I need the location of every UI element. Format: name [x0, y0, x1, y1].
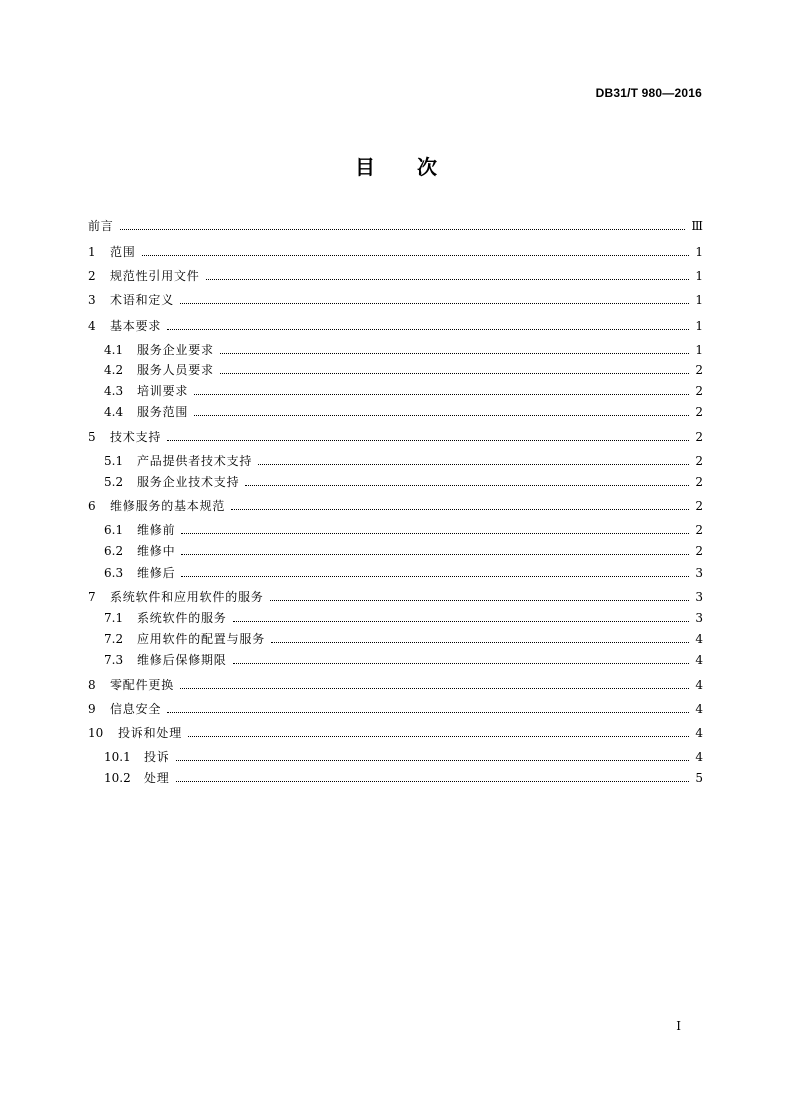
toc-entry-page: 2	[695, 430, 703, 444]
page-title	[0, 151, 792, 180]
toc-entry-label: 培训要求	[137, 384, 189, 398]
toc-leader-dots	[181, 554, 689, 555]
toc-entry-label: 维修后	[137, 566, 176, 580]
toc-entry-page: 2	[695, 499, 703, 513]
toc-leader-dots	[167, 440, 689, 441]
toc-entry[interactable]	[88, 427, 703, 445]
toc-entry-label: 技术支持	[110, 430, 162, 444]
toc-entry-label: 服务范围	[137, 405, 189, 419]
toc-entry[interactable]	[88, 723, 703, 741]
toc-entry-page: 1	[695, 293, 703, 307]
toc-entry-page: 2	[695, 454, 703, 468]
toc-entry[interactable]	[104, 541, 703, 559]
toc-entry-number: 4.3	[104, 384, 124, 398]
toc-leader-dots	[176, 781, 690, 782]
title-char-2: 次	[417, 155, 437, 179]
toc-entry[interactable]	[104, 608, 703, 626]
toc-entry[interactable]	[104, 472, 703, 490]
toc-leader-dots	[231, 509, 689, 510]
toc-entry[interactable]	[104, 768, 703, 786]
toc-entry-number: 6	[88, 499, 96, 513]
toc-leader-dots	[271, 642, 689, 643]
toc-entry-page: 4	[695, 726, 703, 740]
toc-entry-number: 4.1	[104, 343, 124, 357]
toc-leader-dots	[194, 394, 689, 395]
toc-entry-page: 4	[695, 678, 703, 692]
toc-entry-label: 维修前	[137, 523, 176, 537]
toc-leader-dots	[180, 303, 689, 304]
toc-entry[interactable]	[104, 360, 703, 378]
standard-code: DB31/T 980—2016	[595, 86, 702, 100]
toc-entry[interactable]	[88, 699, 703, 717]
toc-leader-dots	[194, 415, 689, 416]
toc-entry[interactable]	[104, 340, 703, 358]
toc-entry-label: 处理	[144, 771, 170, 785]
toc-entry-page: 1	[695, 245, 703, 259]
toc-entry-page: 1	[695, 343, 703, 357]
toc-entry[interactable]	[88, 496, 703, 514]
toc-entry-number: 5.2	[104, 475, 124, 489]
toc-entry-number: 2	[88, 269, 96, 283]
toc-entry[interactable]	[104, 402, 703, 420]
toc-entry-number: 6.1	[104, 523, 124, 537]
toc-entry-number: 7	[88, 590, 96, 604]
toc-entry-number: 5	[88, 430, 96, 444]
toc-entry[interactable]	[88, 587, 703, 605]
toc-entry[interactable]	[104, 650, 703, 668]
toc-entry-label: 维修中	[137, 544, 176, 558]
toc-entry[interactable]	[104, 629, 703, 647]
toc-leader-dots	[270, 600, 690, 601]
toc-entry-number: 10	[88, 726, 104, 740]
toc-leader-dots	[167, 712, 689, 713]
toc-leader-dots	[167, 329, 689, 330]
toc-entry-number: 10.2	[104, 771, 131, 785]
toc-entry[interactable]	[104, 563, 703, 581]
toc-entry-page: Ⅲ	[691, 219, 703, 233]
toc-entry-number: 3	[88, 293, 96, 307]
toc-entry-label: 基本要求	[110, 319, 162, 333]
title-char-1: 目	[355, 155, 375, 179]
toc-leader-dots	[181, 576, 689, 577]
toc-entry-page: 3	[695, 611, 703, 625]
toc-entry[interactable]	[88, 290, 703, 308]
toc-entry-number: 9	[88, 702, 96, 716]
toc-entry-label: 投诉和处理	[118, 726, 183, 740]
toc-entry[interactable]	[104, 747, 703, 765]
toc-leader-dots	[120, 229, 686, 230]
toc-entry-page: 2	[695, 523, 703, 537]
toc-entry-label: 应用软件的配置与服务	[137, 632, 266, 646]
toc-entry[interactable]	[104, 451, 703, 469]
toc-leader-dots	[220, 373, 690, 374]
toc-entry-page: 4	[695, 653, 703, 667]
toc-entry-label: 服务企业技术支持	[137, 475, 240, 489]
toc-entry-number: 4	[88, 319, 96, 333]
toc-entry-number: 1	[88, 245, 96, 259]
toc-entry-number: 6.2	[104, 544, 124, 558]
toc-entry-label: 信息安全	[110, 702, 162, 716]
toc-entry-label: 投诉	[144, 750, 170, 764]
page-number: I	[676, 1019, 681, 1033]
toc-leader-dots	[181, 533, 689, 534]
toc-entry-number: 5.1	[104, 454, 124, 468]
toc-entry-page: 5	[695, 771, 703, 785]
toc-entry[interactable]	[104, 381, 703, 399]
toc-entry-number: 10.1	[104, 750, 131, 764]
toc-leader-dots	[220, 353, 690, 354]
toc-entry-label: 服务人员要求	[137, 363, 214, 377]
toc-entry[interactable]	[88, 316, 703, 334]
toc-entry-number: 8	[88, 678, 96, 692]
toc-entry[interactable]	[88, 266, 703, 284]
toc-entry[interactable]	[104, 520, 703, 538]
toc-leader-dots	[233, 663, 690, 664]
toc-leader-dots	[206, 279, 690, 280]
toc-entry[interactable]	[88, 675, 703, 693]
toc-entry-page: 2	[695, 384, 703, 398]
toc-entry-label: 维修服务的基本规范	[110, 499, 226, 513]
toc-entry-page: 1	[695, 319, 703, 333]
toc-entry-number: 7.2	[104, 632, 124, 646]
toc-entry-label: 规范性引用文件	[110, 269, 200, 283]
toc-entry-label: 前言	[88, 219, 114, 233]
toc-entry-number: 7.1	[104, 611, 124, 625]
toc-entry-page: 3	[695, 566, 703, 580]
toc-entry-number: 6.3	[104, 566, 124, 580]
toc-entry-page: 1	[695, 269, 703, 283]
toc-entry[interactable]	[88, 216, 703, 234]
toc-entry-label: 术语和定义	[110, 293, 175, 307]
toc-entry-label: 系统软件和应用软件的服务	[110, 590, 264, 604]
toc-entry-label: 产品提供者技术支持	[137, 454, 253, 468]
toc-entry-page: 2	[695, 363, 703, 377]
toc-entry-number: 4.4	[104, 405, 124, 419]
toc-leader-dots	[188, 736, 689, 737]
toc-entry-page: 2	[695, 405, 703, 419]
toc-entry[interactable]	[88, 242, 703, 260]
toc-leader-dots	[258, 464, 689, 465]
toc-leader-dots	[142, 255, 690, 256]
toc-entry-page: 3	[695, 590, 703, 604]
toc-entry-page: 2	[695, 475, 703, 489]
toc-entry-number: 7.3	[104, 653, 124, 667]
toc-leader-dots	[233, 621, 690, 622]
toc-entry-label: 零配件更换	[110, 678, 175, 692]
toc-entry-label: 服务企业要求	[137, 343, 214, 357]
toc-entry-number: 4.2	[104, 363, 124, 377]
toc-entry-label: 系统软件的服务	[137, 611, 227, 625]
toc-entry-page: 4	[695, 702, 703, 716]
toc-entry-page: 4	[695, 632, 703, 646]
toc-entry-page: 4	[695, 750, 703, 764]
toc-entry-label: 维修后保修期限	[137, 653, 227, 667]
toc-leader-dots	[180, 688, 689, 689]
toc-leader-dots	[245, 485, 689, 486]
toc-entry-page: 2	[695, 544, 703, 558]
toc-leader-dots	[176, 760, 690, 761]
toc-entry-label: 范围	[110, 245, 136, 259]
